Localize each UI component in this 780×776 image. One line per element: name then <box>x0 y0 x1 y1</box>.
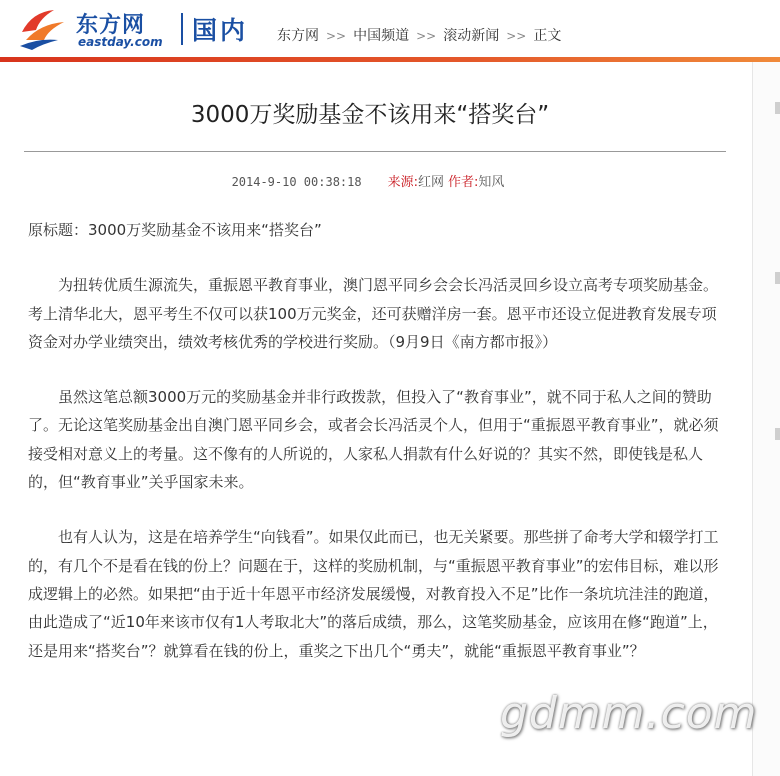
article-paragraph: 虽然这笔总额3000万元的奖励基金并非行政拨款，但投入了“教育事业”，就不同于私人之间的赞助了。无论这笔奖励基金出自澳门恩平同乡会，或者会长冯活灵个人，但用于“重振恩平教育事业”，就必须接受相对意义上的考量。这不像有的人所说的，人家私人捐款有什么好说的？其实不然，即使钱是私人的，但“教育事业”关乎国家未来。 <box>28 388 719 492</box>
breadcrumb-item-china[interactable]: 中国频道 <box>353 28 410 44</box>
breadcrumb-separator: >> <box>326 29 347 43</box>
breadcrumb-separator: >> <box>506 29 527 43</box>
sidebar-edge-mark <box>775 272 780 284</box>
site-logo[interactable] <box>18 4 178 50</box>
breadcrumb-item-rolling-news[interactable]: 滚动新闻 <box>443 28 500 44</box>
right-sidebar-edge <box>752 62 780 776</box>
eastday-logo-icon <box>18 6 72 50</box>
site-header <box>0 0 780 56</box>
title-divider <box>24 151 726 152</box>
breadcrumb <box>277 25 561 45</box>
author-label: 作者: <box>448 175 479 190</box>
article-paragraph: 为扭转优质生源流失，重振恩平教育事业，澳门恩平同乡会会长冯活灵回乡设立高考专项奖励基金。考上清华北大，恩平考生不仅可以获100万元奖金，还可获赠洋房一套。恩平市还设立促进教育发展专项资金对办学业绩突出，绩效考核优秀的学校进行奖励。（9月9日《南方都市报》） <box>28 276 719 351</box>
article-title: 3000万奖励基金不该用来“搭奖台” <box>190 102 550 128</box>
sidebar-edge-mark <box>775 428 780 440</box>
article-body <box>28 216 728 692</box>
logo-divider <box>181 13 183 45</box>
breadcrumb-item-current: 正文 <box>533 28 562 44</box>
header-accent-bar <box>0 57 780 62</box>
original-title-line: 原标题：3000万奖励基金不该用来“搭奖台” <box>28 221 322 239</box>
sidebar-edge-mark <box>775 102 780 114</box>
logo-name-cn: 东方网 <box>76 13 146 38</box>
article-paragraph: 也有人认为，这是在培养学生“向钱看”。如果仅此而已，也无关紧要。那些拼了命考大学和辍学打工的，有几个不是看在钱的份上？问题在于，这样的奖励机制，与“重振恩平教育事业”的宏伟目标，难以形成逻辑上的必然。如果把“由于近十年恩平市经济发展缓慢，对教育投入不足”比作一条坑坑洼洼的跑道，由此造成了“近10年来该市仅有1人考取北大”的落后成绩，那么，这笔奖励基金，应该用在修“跑道”上，还是用来“搭奖台”？就算看在钱的份上，重奖之下出几个“勇夫”，就能“重振恩平教育事业”？ <box>28 528 719 660</box>
logo-name-en: eastday.com <box>78 35 163 49</box>
article-meta <box>0 171 740 190</box>
source-value[interactable]: 红网 <box>418 175 445 190</box>
source-label: 来源: <box>387 175 418 190</box>
author-value: 知风 <box>478 175 505 190</box>
watermark: gdmm.com <box>500 688 758 739</box>
publish-date: 2014-9-10 00:38:18 <box>231 175 362 189</box>
section-title[interactable]: 国内 <box>192 16 249 45</box>
breadcrumb-item-home[interactable]: 东方网 <box>277 28 319 44</box>
breadcrumb-separator: >> <box>416 29 437 43</box>
